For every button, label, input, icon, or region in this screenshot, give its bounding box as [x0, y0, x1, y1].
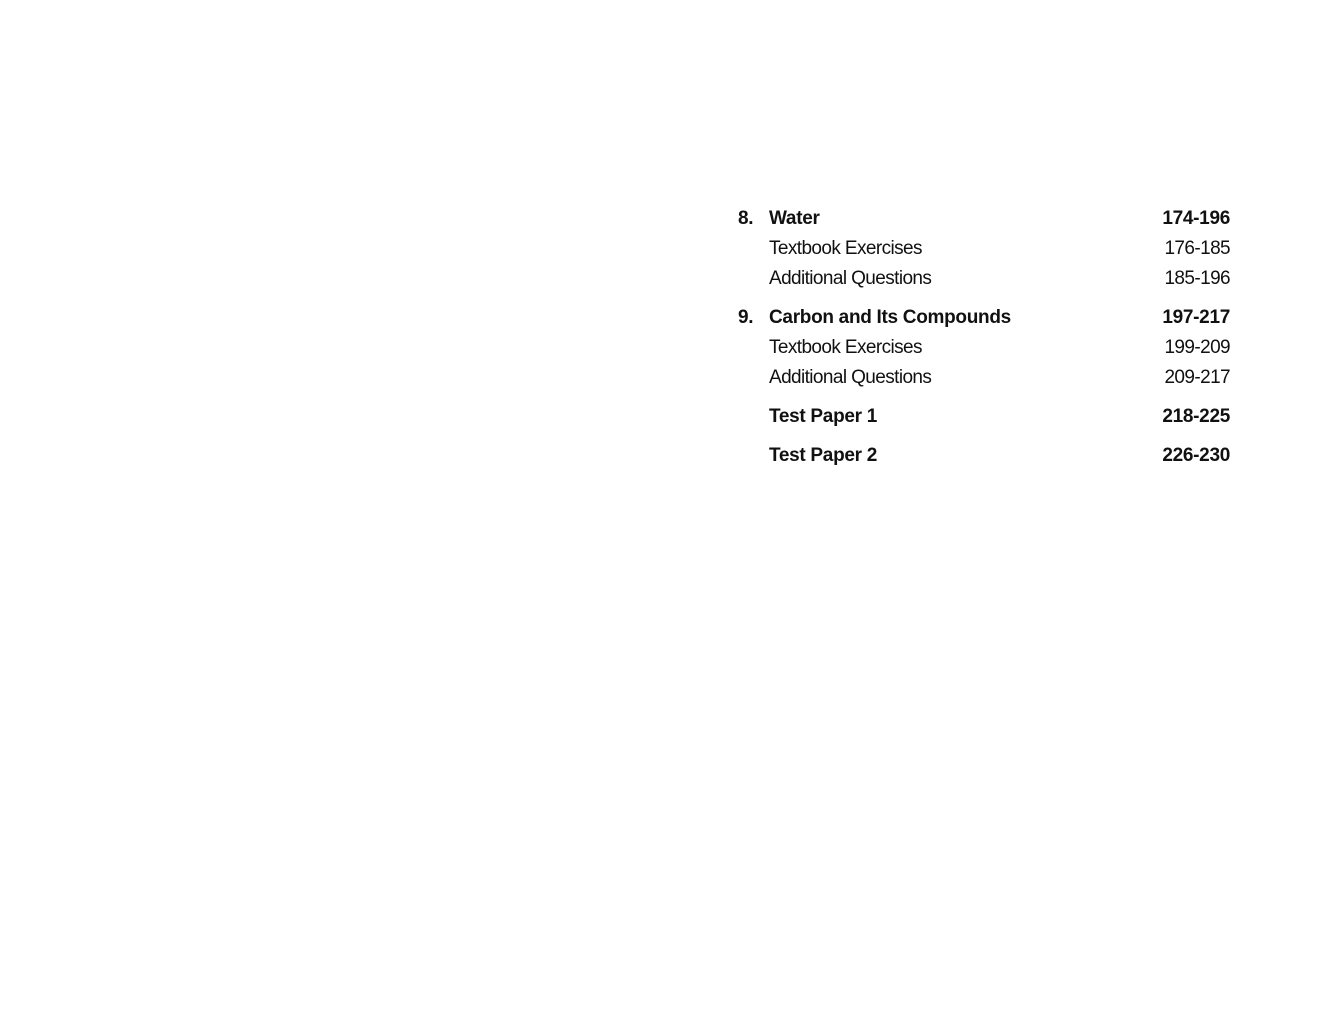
page-range: 174-196	[1162, 208, 1230, 229]
page-range: 176-185	[1164, 238, 1230, 259]
page-range: 199-209	[1164, 337, 1230, 358]
subentry-title: Additional Questions	[769, 268, 932, 289]
test-paper-title: Test Paper 2	[769, 445, 877, 466]
toc-subentry	[738, 363, 1230, 393]
subentry-title: Textbook Exercises	[769, 238, 922, 259]
page-range: 185-196	[1164, 268, 1230, 289]
page-range: 197-217	[1162, 307, 1230, 328]
page-range: 226-230	[1162, 445, 1230, 466]
page-range: 209-217	[1164, 367, 1230, 388]
toc-subentry	[738, 234, 1230, 264]
toc-subentry	[738, 333, 1230, 363]
page-range: 218-225	[1162, 406, 1230, 427]
chapter-title: Water	[769, 208, 820, 229]
chapter-title: Carbon and Its Compounds	[769, 307, 1011, 328]
chapter-number: 9.	[738, 307, 754, 328]
chapter-number: 8.	[738, 208, 754, 229]
subentry-title: Textbook Exercises	[769, 337, 922, 358]
subentry-title: Additional Questions	[769, 367, 932, 388]
toc-chapter-9	[738, 303, 1230, 333]
toc-chapter-8	[738, 204, 1230, 234]
toc-test-paper-1	[738, 402, 1230, 432]
toc-subentry	[738, 264, 1230, 294]
test-paper-title: Test Paper 1	[769, 406, 877, 427]
table-of-contents	[738, 204, 1230, 471]
toc-test-paper-2	[738, 441, 1230, 471]
